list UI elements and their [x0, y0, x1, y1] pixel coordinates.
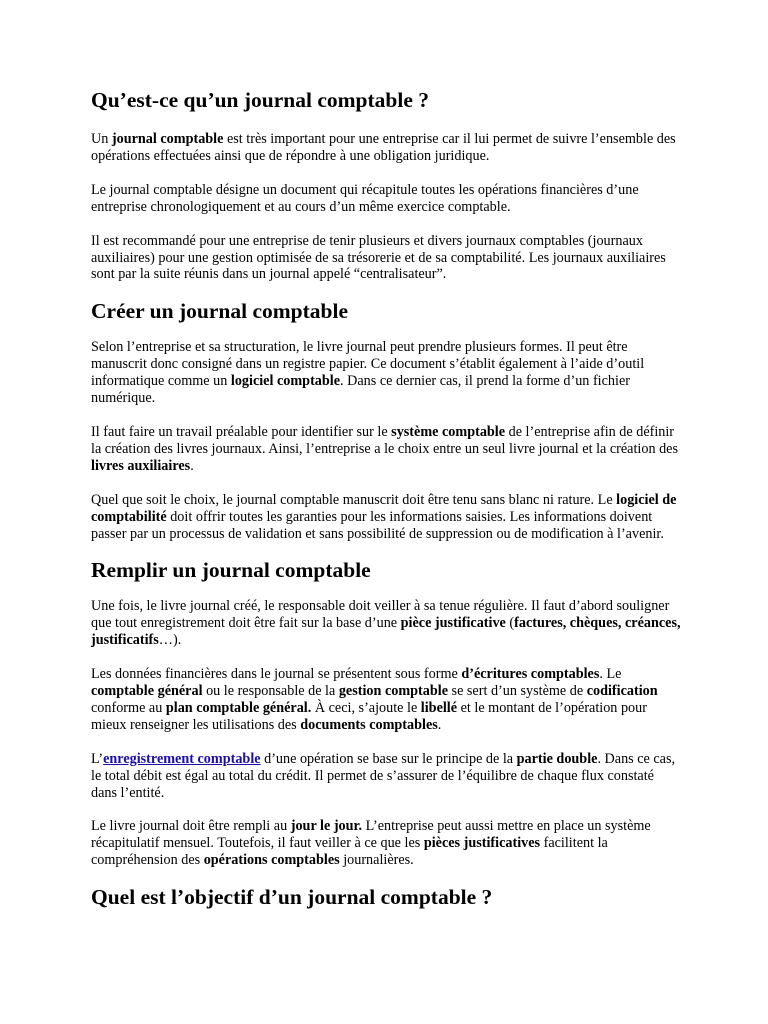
- paragraph: [91, 751, 681, 802]
- text-run: Une fois, le livre journal créé, le responsable doit veiller à sa tenue régulière. Il faut d’abord souligner que tout enregistrement doit être fait sur la base d’une: [91, 598, 670, 632]
- paragraph: [91, 818, 681, 869]
- bold-term: jour le jour.: [290, 818, 363, 835]
- text-run: .: [437, 716, 442, 733]
- text-run: Un: [91, 131, 112, 147]
- text-run: . Dans ce cas, le total débit est égal au total du crédit. Il permet de s’assurer de l’équilibre de chaque flux constaté dans l’entité.: [91, 750, 676, 801]
- paragraph: [91, 339, 681, 407]
- text-run: (: [505, 615, 515, 632]
- text-run: doit offrir toutes les garanties pour les informations saisies. Les informations doivent passer par un processus de validation et sans possibilité de suppression ou de modification à l’avenir.: [91, 508, 664, 542]
- section-heading-3: Remplir un journal comptable: [91, 558, 371, 583]
- bold-term: gestion comptable: [338, 683, 448, 700]
- text-run: Selon l’entreprise et sa structuration, le livre journal peut prendre plusieurs formes. Il peut être manuscrit donc consigné dans un registre papier. Ce document s’établit également à l’aide d’outil informatique comme un: [91, 339, 645, 390]
- bold-term: documents comptables: [300, 716, 438, 733]
- text-run: Il est recommandé pour une entreprise de tenir plusieurs et divers journaux comptables (journaux auxiliaires) pour une gestion optimisée de sa trésorerie et de sa comptabilité. Les journaux auxiliaires sont par la suite réunis dans un journal appelé “centralisateur”.: [91, 232, 666, 283]
- bold-term: pièces justificatives: [423, 835, 541, 852]
- text-run: Il faut faire un travail préalable pour identifier sur le: [91, 423, 392, 440]
- text-run: Les données financières dans le journal se présentent sous forme: [91, 666, 462, 683]
- bold-term: factures, chèques, créances, justificatifs: [91, 615, 681, 649]
- text-run: et le montant de l’opération pour mieux renseigner les utilisations des: [91, 699, 647, 733]
- bold-term: pièce justificative: [400, 615, 506, 632]
- text-run: se sert d’un système de: [448, 683, 587, 700]
- text-run: est très important pour une entreprise car il lui permet de suivre l’ensemble des opérations effectuées ainsi que de répondre à une obligation juridique.: [91, 131, 676, 164]
- bold-term: comptable général: [91, 683, 203, 700]
- text-run: Quel que soit le choix, le journal comptable manuscrit doit être tenu sans blanc ni rature. Le: [91, 491, 617, 508]
- text-run: d’une opération se base sur le principe de la: [260, 750, 517, 767]
- text-run: journalières.: [339, 852, 414, 869]
- section-heading-2: Créer un journal comptable: [91, 299, 348, 324]
- text-run: …).: [158, 632, 182, 649]
- bold-term: opérations comptables: [203, 852, 340, 869]
- text-run: À ceci, s’ajoute le: [311, 699, 421, 716]
- bold-term: système comptable: [391, 423, 506, 440]
- text-run: .: [190, 457, 194, 474]
- section-heading-1: Qu’est-ce qu’un journal comptable ?: [91, 88, 430, 112]
- paragraph: [91, 233, 681, 284]
- bold-term: journal comptable: [111, 131, 224, 147]
- bold-term: partie double: [516, 750, 598, 767]
- text-run: Le livre journal doit être rempli au: [91, 818, 291, 835]
- section-heading-4: Quel est l’objectif d’un journal comptable ?: [91, 885, 493, 910]
- bold-term: codification: [586, 683, 658, 700]
- text-run: L’: [91, 750, 104, 767]
- text-run: Le journal comptable désigne un document qui récapitule toutes les opérations financières d’une entreprise chronologiquement et au cours d’un même exercice comptable.: [91, 181, 639, 215]
- paragraph: [91, 598, 681, 649]
- bold-term: livres auxiliaires: [91, 457, 191, 474]
- text-run: ou le responsable de la: [202, 683, 339, 700]
- enregistrement-comptable-link[interactable]: [103, 751, 260, 767]
- paragraph: [91, 666, 681, 734]
- text-run: conforme au: [91, 699, 166, 716]
- paragraph: [91, 492, 681, 543]
- bold-term: logiciel comptable: [230, 373, 341, 390]
- text-run: . Dans ce dernier cas, il prend la forme d’un fichier numérique.: [91, 373, 630, 407]
- text-run: de l’entreprise afin de définir la création des livres journaux. Ainsi, l’entreprise a le choix entre un seul livre journal et la création des: [91, 423, 679, 457]
- paragraph: [91, 182, 681, 216]
- bold-term: logiciel de comptabilité: [91, 491, 677, 525]
- link-text: enregistrement comptable: [103, 750, 261, 767]
- text-run: facilitent la compréhension des: [91, 835, 608, 869]
- bold-term: d’écritures comptables: [461, 666, 600, 683]
- article-body: [91, 86, 681, 911]
- text-run: L’entreprise peut aussi mettre en place un système récapitulatif mensuel. Toutefois, il faut veiller à ce que les: [91, 818, 651, 852]
- bold-term: libellé: [420, 699, 458, 716]
- paragraph: [91, 424, 681, 475]
- bold-term: plan comptable général.: [165, 699, 312, 716]
- text-run: . Le: [599, 666, 622, 683]
- paragraph: [91, 131, 681, 165]
